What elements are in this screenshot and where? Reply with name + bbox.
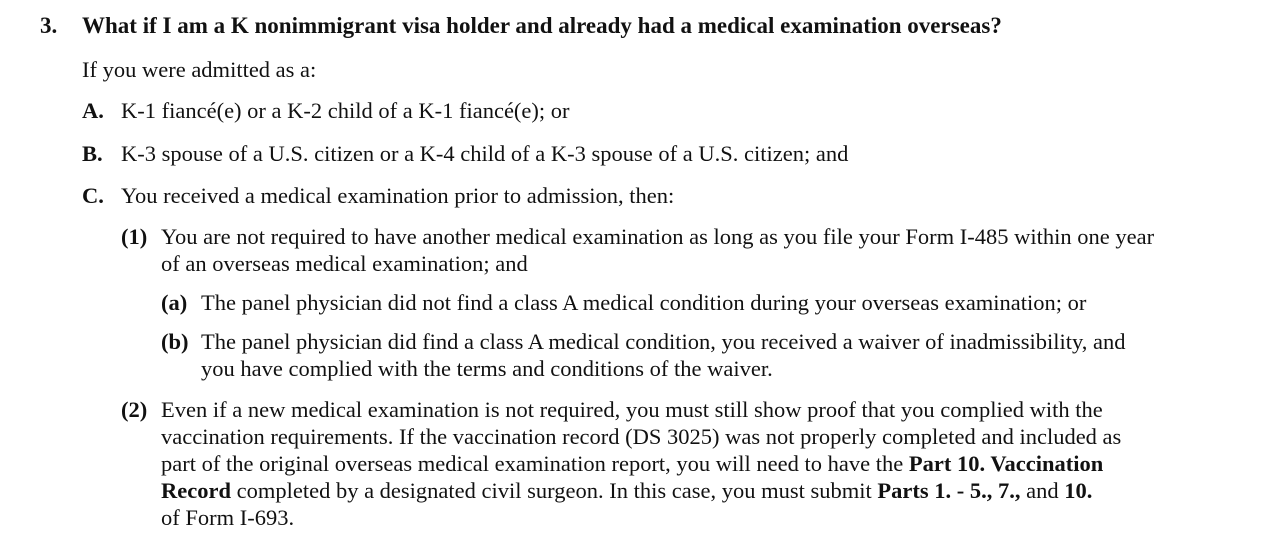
sub-item-1b-line: you have complied with the terms and conditions of the waiver. xyxy=(201,356,773,381)
question-title: What if I am a K nonimmigrant visa holder and already had a medical examination overseas? xyxy=(82,13,1002,38)
sub-item-2-line xyxy=(161,450,1103,477)
sub-item-1-line: of an overseas medical examination; and xyxy=(161,251,528,276)
parts-ref: 10. xyxy=(1064,478,1093,503)
sub-item-1b-label: (b) xyxy=(161,329,189,354)
parts-ref: Parts 1. - 5., 7., xyxy=(877,478,1021,503)
item-b-text: K-3 spouse of a U.S. citizen or a K-4 child of a K-3 spouse of a U.S. citizen; and xyxy=(121,141,849,166)
sub-item-1b-line: The panel physician did find a class A medical condition, you received a waiver of inadmissibility, and xyxy=(201,329,1126,354)
item-a-text: K-1 fiancé(e) or a K-2 child of a K-1 fiancé(e); or xyxy=(121,98,570,123)
sub-item-1-label: (1) xyxy=(121,224,148,249)
sub-item-2-text: completed by a designated civil surgeon. In this case, you must submit xyxy=(230,478,878,503)
sub-item-1a-label: (a) xyxy=(161,290,188,315)
sub-item-2-text: part of the original overseas medical examination report, you will need to have the xyxy=(161,451,909,476)
sub-item-2-line: of Form I-693. xyxy=(161,505,295,530)
sub-item-2-label: (2) xyxy=(121,397,148,422)
sub-item-1-line: You are not required to have another medical examination as long as you file your Form I-485 within one year xyxy=(161,224,1155,249)
question-number: 3. xyxy=(40,13,58,38)
intro-text: If you were admitted as a: xyxy=(82,57,317,82)
item-b-label: B. xyxy=(82,141,103,166)
sub-item-2-text: and xyxy=(1020,478,1065,503)
sub-item-1a-text: The panel physician did not find a class A medical condition during your overseas examination; or xyxy=(201,290,1087,315)
vaccination-record-ref: Part 10. Vaccination xyxy=(908,451,1104,476)
vaccination-record-ref: Record xyxy=(161,478,231,503)
sub-item-2-line: vaccination requirements. If the vaccination record (DS 3025) was not properly completed and included as xyxy=(161,424,1122,449)
sub-item-2-line: Even if a new medical examination is not required, you must still show proof that you complied with the xyxy=(161,397,1103,422)
item-a-label: A. xyxy=(82,98,104,123)
item-c-label: C. xyxy=(82,183,104,208)
item-c-text: You received a medical examination prior to admission, then: xyxy=(121,183,675,208)
sub-item-2-line xyxy=(161,477,1092,504)
